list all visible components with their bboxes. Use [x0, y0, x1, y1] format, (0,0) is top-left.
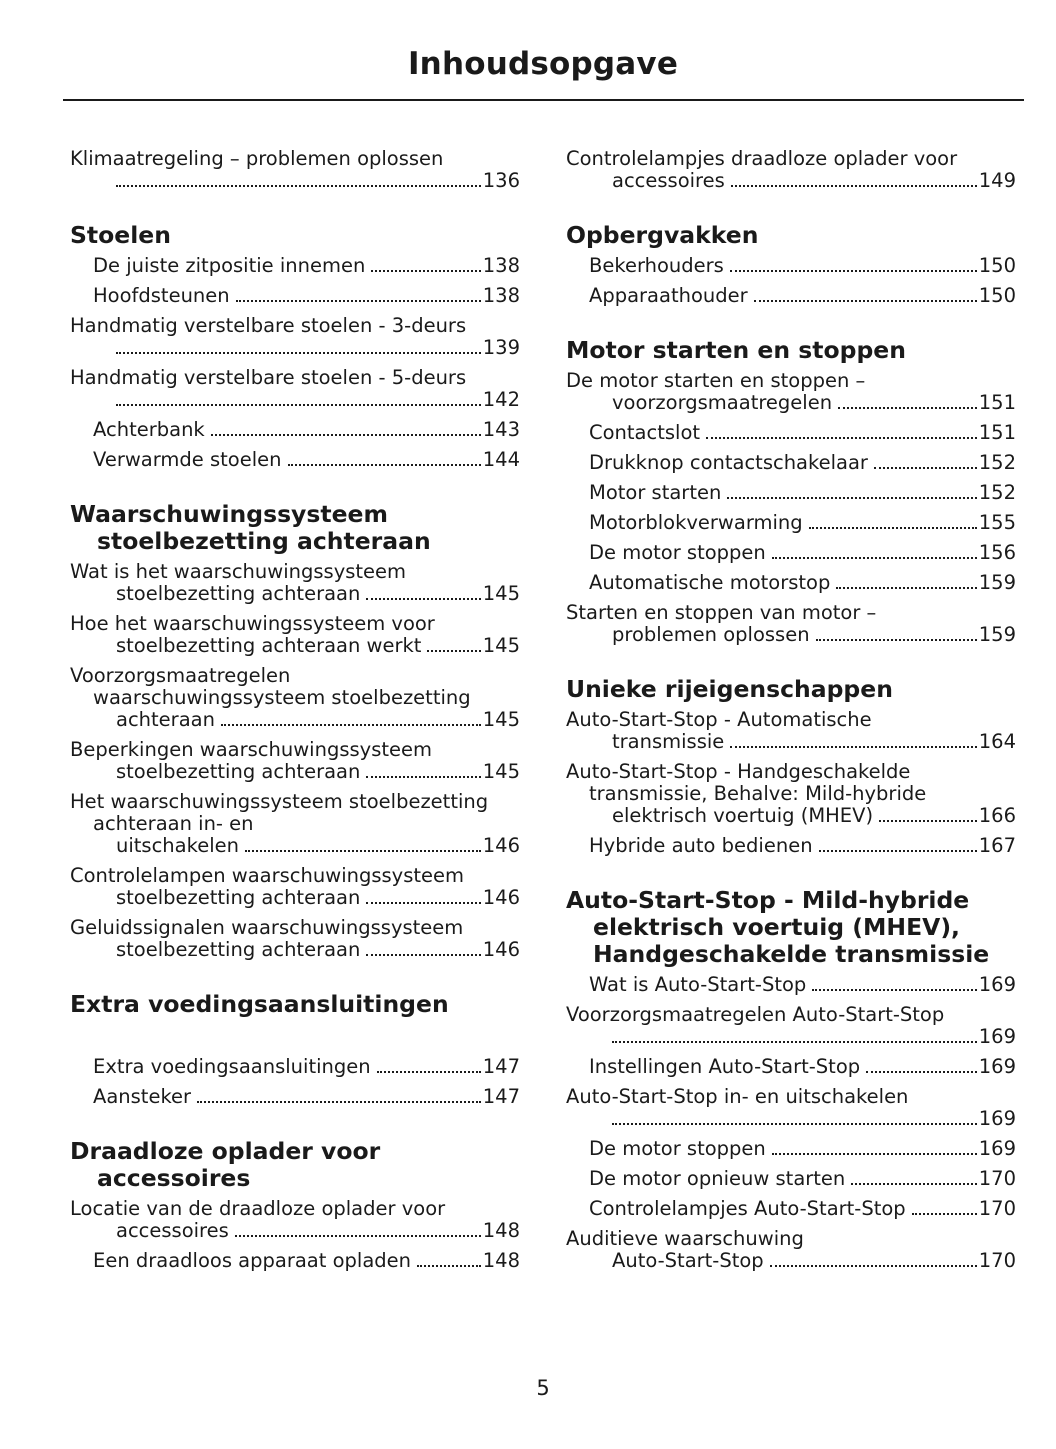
entry-page-number: 167 — [978, 834, 1016, 857]
dot-leader — [812, 989, 976, 991]
entry-label: Een draadloos apparaat opladen — [93, 1249, 412, 1272]
toc-entry[interactable] — [566, 1138, 1016, 1160]
entry-lead-text: Wat is het waarschuwingssysteem — [70, 560, 407, 583]
toc-entry[interactable] — [70, 1198, 520, 1242]
entry-label: accessoires — [116, 1219, 229, 1242]
toc-entry[interactable] — [566, 1086, 1016, 1130]
entry-page-number: 155 — [978, 511, 1016, 534]
entry-list — [566, 148, 1016, 192]
dot-leader — [245, 850, 481, 852]
toc-section-unieke-rijeigenschappen — [566, 676, 1016, 857]
entry-page-number: 151 — [978, 421, 1016, 444]
section-title: Auto-Start-Stop - Mild-hybride elektrisch voertuig (MHEV), Handgeschakelde transmissie — [566, 886, 990, 968]
dot-leader — [879, 820, 977, 822]
entry-lead-text: Het waarschuwingssysteem stoelbezetting achteraan in- en — [70, 790, 489, 835]
entry-page-number: 170 — [978, 1249, 1016, 1272]
entry-page-number: 145 — [482, 582, 520, 605]
entry-lead-text: Controlelampen waarschuwingssysteem — [70, 864, 464, 887]
dot-leader — [236, 300, 481, 302]
entry-page-number: 169 — [978, 1107, 1016, 1130]
entry-label: De motor stoppen — [589, 1137, 766, 1160]
entry-page-number: 146 — [482, 938, 520, 961]
entry-page-number: 145 — [482, 760, 520, 783]
entry-lead-text: Controlelampjes draadloze oplader voor — [566, 147, 958, 170]
toc-section-stoelen — [70, 222, 520, 471]
entry-label: Extra voedingsaansluitingen — [93, 1055, 371, 1078]
entry-page-number: 169 — [978, 1025, 1016, 1048]
entry-label: Hoofdsteunen — [93, 284, 230, 307]
entry-list — [70, 255, 520, 471]
entry-page-number: 145 — [482, 634, 520, 657]
entry-label: Bekerhouders — [589, 254, 724, 277]
entry-list — [566, 370, 1016, 646]
toc-entry[interactable] — [566, 1056, 1016, 1078]
toc-section-extra-voedingsaansluitingen — [70, 991, 520, 1108]
toc-entry[interactable] — [566, 709, 1016, 753]
entry-page-number: 151 — [978, 391, 1016, 414]
entry-label: uitschakelen — [116, 834, 239, 857]
entry-page-number: 148 — [482, 1249, 520, 1272]
entry-page-number: 149 — [978, 169, 1016, 192]
entry-label: Instellingen Auto-Start-Stop — [589, 1055, 861, 1078]
toc-entry[interactable] — [566, 761, 1016, 827]
entry-page-number: 142 — [482, 388, 520, 411]
entry-label: stoelbezetting achteraan — [116, 886, 361, 909]
entry-page-number: 169 — [978, 1055, 1016, 1078]
dot-leader — [809, 527, 977, 529]
section-title: Waarschuwingssysteem stoelbezetting achteraan — [70, 500, 431, 555]
toc-entry[interactable] — [566, 974, 1016, 996]
entry-page-number: 146 — [482, 886, 520, 909]
toc-entry[interactable] — [70, 561, 520, 605]
entry-lead-text: Auto-Start-Stop - Handgeschakelde transmissie, Behalve: Mild-hybride — [566, 760, 927, 805]
toc-section-opbergvakken — [566, 222, 1016, 307]
entry-label: elektrisch voertuig (MHEV) — [612, 804, 874, 827]
toc-entry[interactable] — [566, 370, 1016, 414]
toc-entry[interactable] — [566, 602, 1016, 646]
dot-leader — [874, 467, 977, 469]
entry-page-number: 147 — [482, 1055, 520, 1078]
entry-label: Hybride auto bedienen — [589, 834, 813, 857]
entry-lead-text: Handmatig verstelbare stoelen - 5-deurs — [70, 366, 467, 389]
toc-left-column — [70, 148, 520, 1302]
toc-entry[interactable] — [566, 255, 1016, 277]
entry-page-number: 166 — [978, 804, 1016, 827]
entry-list — [566, 974, 1016, 1272]
toc-entry[interactable] — [70, 791, 520, 857]
dot-leader — [366, 598, 480, 600]
dot-leader — [730, 746, 976, 748]
toc-entry[interactable] — [566, 542, 1016, 564]
toc-entry[interactable] — [70, 367, 520, 411]
entry-page-number: 148 — [482, 1219, 520, 1242]
toc-section-waarschuwingssysteem-stoelbezetting-acht — [70, 501, 520, 961]
entry-page-number: 145 — [482, 708, 520, 731]
toc-entry[interactable] — [70, 449, 520, 471]
title-divider — [63, 99, 1024, 101]
toc-right-column — [566, 148, 1016, 1302]
entry-page-number: 159 — [978, 571, 1016, 594]
toc-entry[interactable] — [70, 613, 520, 657]
entry-page-number: 159 — [978, 623, 1016, 646]
entry-label: transmissie — [612, 730, 725, 753]
entry-label: Wat is Auto-Start-Stop — [589, 973, 807, 996]
entry-lead-text: Auto-Start-Stop - Automatische — [566, 708, 872, 731]
entry-label: Drukknop contactschakelaar — [589, 451, 868, 474]
dot-leader — [211, 434, 481, 436]
toc-section — [70, 148, 520, 192]
dot-leader — [838, 407, 977, 409]
entry-list — [70, 148, 520, 192]
entry-lead-text: Auditieve waarschuwing — [566, 1227, 804, 1250]
dot-leader — [221, 724, 481, 726]
entry-lead-text: Voorzorgsmaatregelen waarschuwingssysteem stoelbezetting — [70, 664, 471, 709]
dot-leader — [836, 587, 976, 589]
toc-entry[interactable] — [566, 285, 1016, 307]
page-number: 5 — [536, 1376, 550, 1400]
entry-list — [70, 1056, 520, 1108]
toc-entry[interactable] — [70, 739, 520, 783]
entry-lead-text: Klimaatregeling – problemen oplossen — [70, 147, 444, 170]
toc-entry[interactable] — [70, 148, 520, 192]
entry-page-number: 164 — [978, 730, 1016, 753]
entry-label: Achterbank — [93, 418, 205, 441]
entry-list — [566, 255, 1016, 307]
entry-page-number: 156 — [978, 541, 1016, 564]
toc-entry[interactable] — [566, 422, 1016, 444]
section-title: Unieke rijeigenschappen — [566, 675, 893, 703]
dot-leader — [772, 557, 977, 559]
dot-leader — [912, 1213, 977, 1215]
dot-leader — [816, 639, 977, 641]
toc-entry[interactable] — [566, 512, 1016, 534]
entry-label: Automatische motorstop — [589, 571, 831, 594]
dot-leader — [197, 1101, 481, 1103]
toc-entry[interactable] — [566, 1198, 1016, 1220]
entry-label: Motor starten — [589, 481, 722, 504]
entry-label: accessoires — [612, 169, 725, 192]
entry-label: Verwarmde stoelen — [93, 448, 282, 471]
entry-label: Auto-Start-Stop — [612, 1249, 764, 1272]
dot-leader — [366, 776, 480, 778]
dot-leader — [371, 270, 480, 272]
entry-label: achteraan — [116, 708, 215, 731]
dot-leader — [427, 650, 480, 652]
toc-section-auto-start-stop-mild-hybride-elektrisch- — [566, 887, 1016, 1272]
entry-lead-text: De motor starten en stoppen – — [566, 369, 866, 392]
section-title: Extra voedingsaansluitingen — [70, 990, 449, 1018]
entry-list — [566, 709, 1016, 857]
dot-leader — [731, 185, 977, 187]
toc-entry[interactable] — [70, 285, 520, 307]
entry-lead-text: Geluidssignalen waarschuwingssysteem — [70, 916, 464, 939]
entry-label: problemen oplossen — [612, 623, 810, 646]
entry-page-number: 144 — [482, 448, 520, 471]
dot-leader — [819, 850, 977, 852]
entry-label: De motor opnieuw starten — [589, 1167, 846, 1190]
entry-lead-text: Starten en stoppen van motor – — [566, 601, 877, 624]
entry-page-number: 152 — [978, 481, 1016, 504]
toc-entry[interactable] — [566, 148, 1016, 192]
entry-lead-text: Hoe het waarschuwingssysteem voor — [70, 612, 435, 635]
toc-entry[interactable] — [566, 835, 1016, 857]
entry-list — [70, 561, 520, 961]
dot-leader — [417, 1265, 481, 1267]
toc-entry[interactable] — [70, 419, 520, 441]
dot-leader — [366, 902, 480, 904]
section-title: Stoelen — [70, 221, 171, 249]
entry-label: stoelbezetting achteraan — [116, 938, 361, 961]
dot-leader — [851, 1183, 976, 1185]
page-title: Inhoudsopgave — [407, 46, 679, 82]
entry-label: De juiste zitpositie innemen — [93, 254, 366, 277]
entry-label: stoelbezetting achteraan — [116, 582, 361, 605]
entry-label: Controlelampjes Auto-Start-Stop — [589, 1197, 906, 1220]
toc-entry[interactable] — [70, 255, 520, 277]
entry-label: stoelbezetting achteraan werkt — [116, 634, 422, 657]
toc-entry[interactable] — [566, 452, 1016, 474]
entry-lead-text: Voorzorgsmaatregelen Auto-Start-Stop — [566, 1003, 945, 1026]
entry-lead-text: Beperkingen waarschuwingssysteem — [70, 738, 432, 761]
toc-entry[interactable] — [566, 482, 1016, 504]
dot-leader — [377, 1071, 481, 1073]
toc-entry[interactable] — [70, 917, 520, 961]
entry-lead-text: Locatie van de draadloze oplader voor — [70, 1197, 446, 1220]
toc-entry[interactable] — [566, 1004, 1016, 1048]
entry-page-number: 152 — [978, 451, 1016, 474]
toc-entry[interactable] — [566, 1168, 1016, 1190]
entry-label: Apparaathouder — [589, 284, 748, 307]
toc-entry[interactable] — [70, 315, 520, 359]
entry-page-number: 150 — [978, 284, 1016, 307]
entry-page-number: 170 — [978, 1167, 1016, 1190]
section-title: Motor starten en stoppen — [566, 336, 906, 364]
dot-leader — [706, 437, 977, 439]
entry-lead-text: Handmatig verstelbare stoelen - 3-deurs — [70, 314, 467, 337]
dot-leader — [366, 954, 480, 956]
section-title: Opbergvakken — [566, 221, 759, 249]
entry-page-number: 147 — [482, 1085, 520, 1108]
dot-leader — [116, 404, 481, 406]
dot-leader — [288, 464, 481, 466]
dot-leader — [612, 1041, 977, 1043]
entry-label: voorzorgsmaatregelen — [612, 391, 833, 414]
toc-entry[interactable] — [70, 1056, 520, 1078]
dot-leader — [235, 1235, 481, 1237]
toc-entry[interactable] — [566, 572, 1016, 594]
entry-page-number: 150 — [978, 254, 1016, 277]
toc-entry[interactable] — [70, 1250, 520, 1272]
toc-entry[interactable] — [566, 1228, 1016, 1272]
entry-page-number: 138 — [482, 254, 520, 277]
entry-label: stoelbezetting achteraan — [116, 760, 361, 783]
dot-leader — [754, 300, 977, 302]
dot-leader — [866, 1071, 977, 1073]
toc-section-motor-starten-en-stoppen — [566, 337, 1016, 646]
entry-label: Motorblokverwarming — [589, 511, 803, 534]
entry-page-number: 139 — [482, 336, 520, 359]
entry-page-number: 169 — [978, 973, 1016, 996]
entry-label: Aansteker — [93, 1085, 192, 1108]
dot-leader — [612, 1123, 977, 1125]
entry-label: Contactslot — [589, 421, 701, 444]
entry-page-number: 138 — [482, 284, 520, 307]
entry-lead-text: Auto-Start-Stop in- en uitschakelen — [566, 1085, 909, 1108]
entry-page-number: 136 — [482, 169, 520, 192]
dot-leader — [730, 270, 977, 272]
dot-leader — [770, 1265, 977, 1267]
toc-entry[interactable] — [70, 665, 520, 731]
entry-label: De motor stoppen — [589, 541, 766, 564]
toc-section — [566, 148, 1016, 192]
entry-page-number: 170 — [978, 1197, 1016, 1220]
toc-entry[interactable] — [70, 1086, 520, 1108]
dot-leader — [727, 497, 976, 499]
dot-leader — [116, 352, 481, 354]
toc-entry[interactable] — [70, 865, 520, 909]
entry-page-number: 143 — [482, 418, 520, 441]
entry-page-number: 146 — [482, 834, 520, 857]
entry-list — [70, 1198, 520, 1272]
dot-leader — [116, 185, 481, 187]
section-title: Draadloze oplader voor accessoires — [70, 1137, 381, 1192]
toc-section-draadloze-oplader-voor-accessoires — [70, 1138, 520, 1272]
entry-page-number: 169 — [978, 1137, 1016, 1160]
dot-leader — [772, 1153, 977, 1155]
